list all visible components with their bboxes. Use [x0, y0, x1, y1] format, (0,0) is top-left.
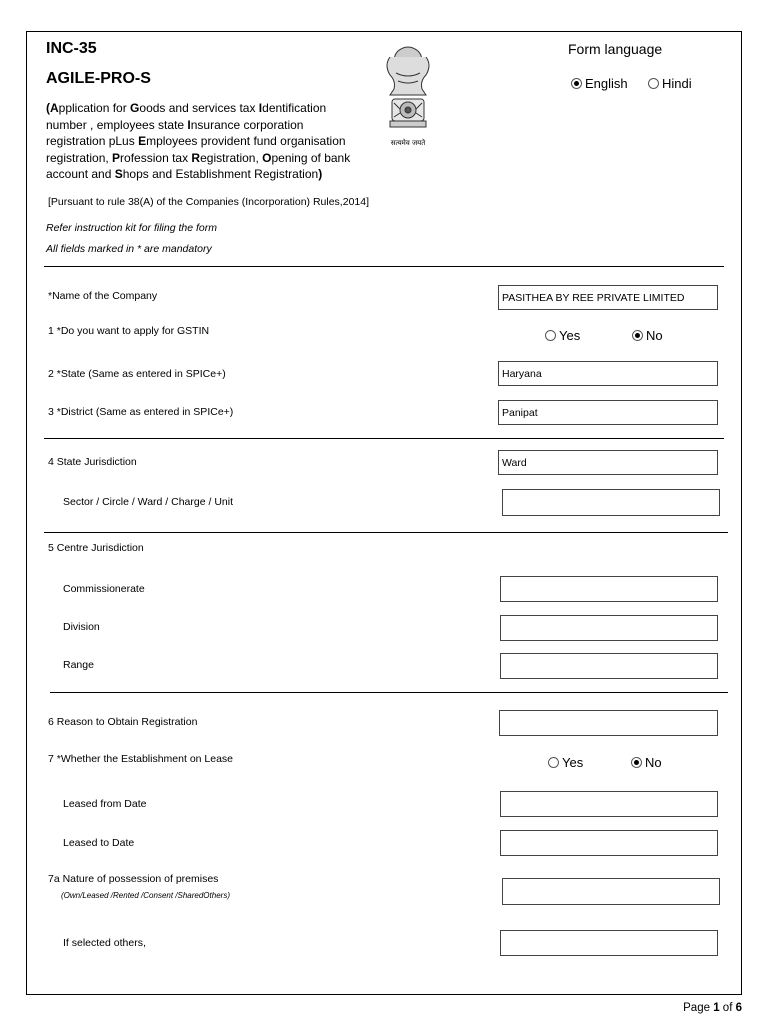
language-title: Form language — [568, 41, 663, 57]
state-jurisdiction-field[interactable] — [498, 450, 718, 475]
emblem-caption: सत्यमेव जयते — [390, 139, 426, 147]
language-hindi-option[interactable] — [648, 76, 692, 91]
description-text-part: P — [112, 150, 121, 165]
radio-selected-icon[interactable] — [631, 757, 642, 768]
page-current: 1 — [713, 1002, 720, 1014]
page-number — [683, 1002, 742, 1014]
radio-unselected-icon[interactable] — [548, 757, 559, 768]
description-text-part: S — [114, 167, 123, 181]
divider — [44, 266, 724, 267]
commissionerate-field[interactable] — [500, 576, 718, 602]
rule-reference: [Pursuant to rule 38(A) of the Companies (Incorporation) Rules,2014] — [48, 196, 370, 208]
sector-field[interactable] — [502, 489, 720, 516]
reason-field[interactable] — [499, 710, 718, 736]
description-text-part: hops and Establishment Registration — [122, 167, 319, 181]
description-text-part: dentification number , employees state — [46, 101, 327, 132]
division-field[interactable] — [500, 615, 718, 641]
gstin-yes-label: Yes — [559, 328, 581, 343]
description-text-part: nsurance corporation registration pLus — [46, 117, 304, 148]
form-description — [46, 100, 366, 183]
lease-no-option[interactable] — [631, 755, 662, 770]
possession-sublabel: (Own/Leased /Rented /Consent /SharedOthers) — [61, 891, 230, 900]
description-text-part: ( — [46, 101, 50, 115]
description-text-part: R — [191, 150, 201, 165]
description-text-part: G — [130, 101, 140, 115]
description-text-part: ) — [318, 167, 323, 181]
instruction-note: Refer instruction kit for filing the form — [46, 222, 217, 234]
state-jurisdiction-value: Ward — [502, 456, 527, 469]
form-id: INC-35 — [46, 40, 97, 57]
others-label: If selected others, — [63, 937, 146, 949]
divider — [50, 692, 728, 693]
description-text-part: I — [187, 117, 191, 132]
division-label: Division — [63, 621, 100, 633]
leased-to-label: Leased to Date — [63, 837, 135, 849]
range-label: Range — [63, 659, 94, 671]
range-field[interactable] — [500, 653, 718, 679]
possession-label: 7a Nature of possession of premises — [48, 873, 219, 885]
description-text-part: pening of bank account and — [46, 150, 351, 181]
others-field[interactable] — [500, 930, 718, 956]
radio-selected-icon[interactable] — [632, 330, 643, 341]
description-text-part: O — [262, 150, 272, 165]
state-field[interactable] — [498, 361, 718, 386]
state-emblem-icon — [380, 43, 436, 155]
district-label: 3 *District (Same as entered in SPICe+) — [48, 406, 234, 418]
company-name-field[interactable] — [498, 285, 718, 310]
page-prefix: Page — [683, 1002, 714, 1014]
state-label: 2 *State (Same as entered in SPICe+) — [48, 368, 226, 380]
centre-jurisdiction-label: 5 Centre Jurisdiction — [48, 542, 144, 554]
description-text-part: E — [138, 134, 147, 148]
language-english-label: English — [585, 76, 628, 91]
state-jurisdiction-label: 4 State Jurisdiction — [48, 456, 137, 468]
lease-yes-option[interactable] — [548, 755, 583, 770]
description-text-part: rofession tax — [120, 150, 192, 165]
divider — [44, 532, 728, 533]
district-value: Panipat — [502, 406, 538, 419]
description-text-part: oods and services tax — [139, 101, 259, 115]
mandatory-note: All fields marked in * are mandatory — [46, 243, 212, 255]
description-text-part: I — [258, 101, 263, 115]
language-english-option[interactable] — [571, 76, 628, 91]
page-total: 6 — [735, 1002, 742, 1014]
language-hindi-label: Hindi — [662, 76, 692, 91]
radio-unselected-icon[interactable] — [545, 330, 556, 341]
gstin-yes-option[interactable] — [545, 328, 580, 343]
gstin-no-label: No — [646, 328, 663, 343]
company-name-value: PASITHEA BY REE PRIVATE LIMITED — [502, 291, 685, 304]
lease-label: 7 *Whether the Establishment on Lease — [48, 753, 234, 765]
possession-field[interactable] — [502, 878, 720, 905]
description-text-part: egistration, — [200, 150, 263, 165]
radio-unselected-icon[interactable] — [648, 78, 659, 89]
lease-no-label: No — [645, 755, 662, 770]
commissionerate-label: Commissionerate — [63, 583, 145, 595]
sector-label: Sector / Circle / Ward / Charge / Unit — [63, 496, 233, 508]
district-field[interactable] — [498, 400, 718, 425]
lease-yes-label: Yes — [562, 755, 584, 770]
page-of: of — [719, 1002, 736, 1014]
leased-from-label: Leased from Date — [63, 798, 147, 810]
form-name: AGILE-PRO-S — [46, 70, 151, 87]
leased-from-field[interactable] — [500, 791, 718, 817]
description-text-part: mployees provident fund organisation registration, — [46, 134, 346, 165]
gstin-label: 1 *Do you want to apply for GSTIN — [48, 325, 210, 337]
gstin-no-option[interactable] — [632, 328, 663, 343]
description-text-part: pplication for — [58, 101, 131, 115]
reason-label: 6 Reason to Obtain Registration — [48, 716, 198, 728]
radio-selected-icon[interactable] — [571, 78, 582, 89]
divider — [44, 438, 724, 439]
description-text-part: A — [50, 101, 59, 115]
company-name-label: *Name of the Company — [48, 290, 158, 302]
state-value: Haryana — [502, 367, 542, 380]
leased-to-field[interactable] — [500, 830, 718, 856]
